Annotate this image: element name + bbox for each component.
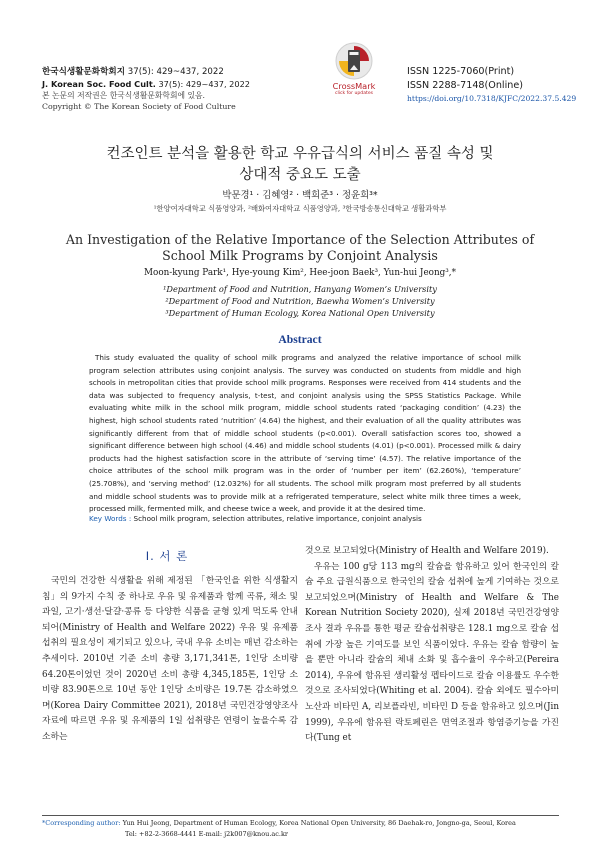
issn-print: ISSN 1225-7060(Print)	[407, 66, 515, 77]
affiliations-english	[0, 283, 600, 319]
issn-block	[407, 65, 577, 104]
crossmark-icon	[335, 40, 373, 82]
issn-online: ISSN 2288-7148(Online)	[407, 80, 523, 91]
title-kr-line1: 컨조인트 분석을 활용한 학교 우유급식의 서비스 품질 속성 및	[106, 146, 494, 162]
journal-en-volume: 37(5): 429~437, 2022	[155, 79, 250, 89]
footnote-label: *Corresponding author:	[42, 819, 123, 827]
crossmark-badge[interactable]	[329, 40, 379, 97]
intro-paragraph-1: 국민의 건강한 식생활을 위해 제정된 「한국인을 위한 식생활지침」의 9가지 수칙 중 하나로 우유 및 유제품과 함께 곡류, 채소 및 과일, 고기·생선·달걀·콩류 등 다양한 식품을 균형 있게 먹도록 안내되어(Ministry of Health and Welfare 2022) 우유 및 유제품 섭취의 필요성이 제기되고 있으나, 국내 우유 소비는 매년 감소하는 추세이다. 2010년 기준 소비 총량 3,171,341톤, 1인당 소비량 64.20톤이었던 것이 2020년 소비 총량 4,345,185톤, 1인당 소비량 83.90톤으로 10년 동안 1인당 소비량은 19.7톤 감소하였으며(Korea Dairy Committee 2021), 2018년 국민건강영양조사 자료에 따르면 우유 및 유제품의 1일 섭취량은 연령이 높을수록 감소하는	[42, 576, 298, 742]
copyright-kr: 본 논문의 저작권은 한국식생활문화학회에 있음.	[42, 91, 206, 100]
footnote-divider	[42, 815, 559, 816]
journal-header	[42, 66, 302, 112]
intro-paragraph-2	[305, 560, 559, 747]
journal-en-name: J. Korean Soc. Food Cult.	[42, 79, 156, 89]
title-en-line2: School Milk Programs by Conjoint Analysis	[162, 248, 438, 263]
affiliation-3: ³Department of Human Ecology, Korea National Open University	[165, 308, 435, 318]
affiliations-korean: ¹한양여자대학교 식품영양과, ²배화여자대학교 식품영양과, ³한국방송통신대학교 생활과학부	[153, 204, 447, 213]
keywords-list: School milk program, selection attributes, relative importance, conjoint analysis	[133, 514, 422, 523]
title-korean	[0, 144, 600, 186]
title-kr-line2: 상대적 중요도 도출	[239, 167, 361, 183]
corresponding-author-footnote	[42, 818, 559, 839]
journal-kr-name: 한국식생활문화학회지	[42, 67, 126, 77]
affiliation-1: ¹Department of Food and Nutrition, Hanyang Women’s University	[163, 284, 437, 294]
footnote-line-1	[42, 818, 559, 829]
keywords-label: Key Words :	[89, 514, 134, 523]
body-column-right	[305, 544, 559, 747]
footnote-contact: Tel: +82-2-3668-4441 E-mail: j2k007@knou.ac.kr	[125, 829, 289, 838]
journal-kr-line	[42, 66, 302, 78]
keywords	[89, 514, 521, 523]
footnote-author: Yun Hui Jeong, Department of Human Ecology, Korea National Open University, 86 Daehak-ro, Jongno-ga, Seoul, Korea	[122, 819, 516, 827]
crossmark-sub: click for updates	[334, 91, 374, 96]
journal-kr-volume: 37(5): 429~437, 2022	[125, 67, 224, 77]
crossmark-label: CrossMark	[332, 81, 376, 91]
abstract-paragraph: This study evaluated the quality of school milk programs and analyzed the relative importance of school milk program selection attributes using conjoint analysis. The survey was conducted on students from middle and high schools in metropolitan cities that provide school milk programs. Responses were received from 414 students and the data was subjected to frequency analysis, t-test, and conjoint analysis using the SPSS Statistics Package. While evaluating white milk in the school milk program, middle school students rated ‘packaging condition’ (4.23) the highest, high school students rated ‘nutrition’ (4.64) the highest, and their evaluation of all the quality attributes was significantly different from that of middle school students (p<0.001). Overall satisfaction scores too, showed a significant difference between high school (4.46) and middle school students (4.01) (p<0.001). Processed milk & dairy products had the highest satisfaction score in the attribute of ‘serving time’ (4.57). The relative importance of the choice attributes of the school milk program was in the order of ‘number per item’ (62.260%), ‘temperature’ (25.708%), and ‘serving method’ (12.032%) for all students. The school milk program most preferred by all students and middle school students was to provide milk at a refrigerated temperature, select white milk three times a week, processed milk, fermented milk, and cheese twice a week, and provide it at the desired time.	[89, 353, 521, 514]
section-heading-introduction: Ⅰ. 서 론	[145, 549, 189, 563]
affiliation-2: ²Department of Food and Nutrition, Baewha Women’s University	[165, 296, 435, 306]
authors-english: Moon-kyung Park¹, Hye-young Kim², Hee-joon Baek³, Yun-hui Jeong³,*	[144, 268, 456, 278]
copyright-en: Copyright © The Korean Society of Food Culture	[42, 102, 236, 111]
doi-link[interactable]: https://doi.org/10.7318/KJFC/2022.37.5.429	[407, 94, 577, 103]
intro-paragraph-2-text: 우유는 100 g당 113 mg의 칼슘을 함유하고 있어 한국인의 칼슘 주요 급원식품으로 한국인의 칼슘 섭취에 높게 기여하는 것으로 보고되었으며(Ministry of Health and Welfare & The Korean Nutrition Society 2020), 실제 2018년 국민건강영양조사 결과 우유를 통한 평균 칼슘섭취량은 128.1 mg으로 칼슘 섭취에 가장 높은 기여도를 보인 식품이었다. 우유는 칼슘 함량이 높을 뿐만 아니라 칼슘의 체내 소화 및 흡수율이 우수하고(Pereira 2014), 우유에 함유된 생리활성 펩타이드로 칼슘 이용률도 우수한 것으로 조사되었다(Whiting et al. 2004). 칼슘 외에도 필수아미노산과 비타민 A, 리보플라빈, 비타민 D 등을 함유하고 있으며(Jin 1999), 우유에 함유된 락토페린은 면역조절과 항염증기능을 가진다(Tung et	[305, 561, 559, 744]
title-en-line1: An Investigation of the Relative Importance of the Selection Attributes of	[65, 232, 535, 247]
body-column-left	[42, 574, 298, 746]
journal-en-line	[42, 78, 302, 90]
authors-korean: 박문경¹ · 김혜영² · 백희준³ · 정윤희³*	[222, 190, 378, 201]
intro-paragraph-1-cont: 것으로 보고되었다(Ministry of Health and Welfare 2019).	[305, 546, 549, 556]
title-english	[0, 232, 600, 264]
abstract-heading: Abstract	[278, 333, 322, 346]
abstract-text	[89, 352, 521, 516]
